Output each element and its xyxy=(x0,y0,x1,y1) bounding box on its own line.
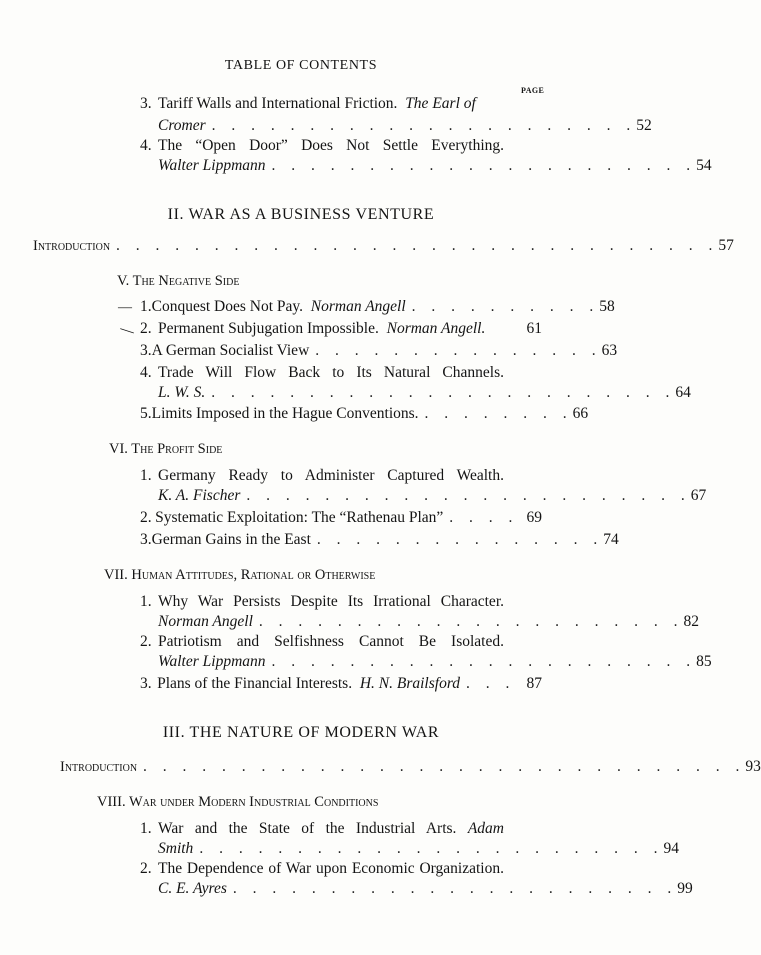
toc-entry[interactable]: 1. War and the State of the Industrial Arts. Adam xyxy=(140,820,504,837)
leader-dots: . . . . . . . . . . . . . . . . . . . . . . . . xyxy=(211,384,676,401)
toc-entry[interactable]: 3. German Gains in the East . . . . . . . . . . . . . . . 74 xyxy=(140,531,619,548)
toc-entry[interactable]: 1. Germany Ready to Administer Captured Wealth. xyxy=(140,467,504,484)
part-heading: III. THE NATURE OF MODERN WAR xyxy=(162,724,440,741)
leader-dots: . . . . . . . . . . . . . . . . . . . . . . . . xyxy=(199,840,664,857)
page-number: 54 xyxy=(696,157,712,174)
pencil-mark: — xyxy=(118,300,132,315)
toc-entry-cont[interactable]: Smith . . . . . . . . . . . . . . . . . . . . . . . . 94 xyxy=(158,840,679,857)
toc-entry-cont[interactable]: Walter Lippmann . . . . . . . . . . . . . . . . . . . . . . 85 xyxy=(158,653,712,670)
page-number: 52 xyxy=(636,117,652,134)
page-number: 94 xyxy=(663,840,679,857)
leader-dots: . . . . . . . . . . . . . . . . . . . . . . . xyxy=(232,880,678,897)
page-number: 74 xyxy=(603,531,619,548)
page-title: TABLE OF CONTENTS xyxy=(224,58,378,73)
toc-introduction[interactable]: Introduction . . . . . . . . . . . . . . . . . . . . . . . . . . . . . . . 57 xyxy=(33,237,734,254)
toc-entry-cont[interactable]: L. W. S. . . . . . . . . . . . . . . . . . . . . . . . . 64 xyxy=(158,384,691,401)
page-number: 64 xyxy=(675,384,691,401)
leader-dots: . . . . . . . . . . . . . . . . . . . . . . xyxy=(258,613,684,630)
chapter-heading: VII. Human Attitudes, Rational or Otherwise xyxy=(104,567,376,583)
toc-entry-cont[interactable]: K. A. Fischer . . . . . . . . . . . . . . . . . . . . . . . 67 xyxy=(158,487,707,504)
page-number: 93 xyxy=(745,758,761,775)
toc-entry[interactable]: 3. Plans of the Financial Interests. H. N. Brailsford . . . 87 xyxy=(140,675,542,692)
leader-dots: . . . . xyxy=(449,509,519,526)
toc-entry[interactable]: 2. Permanent Subjugation Impossible. Norman Angell. 61 xyxy=(140,320,542,337)
toc-entry-cont[interactable]: Norman Angell . . . . . . . . . . . . . . . . . . . . . . 82 xyxy=(158,613,699,630)
leader-dots: . . . . . . . . . . . . . . . . . . . . . . . . . . . . . . . xyxy=(143,758,746,775)
part-heading: II. WAR AS A BUSINESS VENTURE xyxy=(167,206,435,223)
toc-entry[interactable]: 2. Patriotism and Selfishness Cannot Be Isolated. xyxy=(140,633,504,650)
toc-entry[interactable]: 4. Trade Will Flow Back to Its Natural Channels. xyxy=(140,364,504,381)
toc-entry[interactable]: 2. The Dependence of War upon Economic Organization. xyxy=(140,860,504,877)
chapter-heading: VI. The Profit Side xyxy=(109,441,223,457)
toc-entry[interactable]: 5. Limits Imposed in the Hague Conventions. . . . . . . . . 66 xyxy=(140,405,589,422)
page-column-label: PAGE xyxy=(521,86,545,95)
page-number: 99 xyxy=(677,880,693,897)
leader-dots: . . . xyxy=(466,675,516,692)
leader-dots: . . . . . . . . . . . . . . . xyxy=(316,531,604,548)
leader-dots: . . . . . . . . . . . . . . . . . . . . . . . xyxy=(246,487,691,504)
toc-entry-cont[interactable]: Cromer . . . . . . . . . . . . . . . . . . . . . . 52 xyxy=(158,117,652,134)
pencil-mark: — xyxy=(118,321,137,340)
leader-dots: . . . . . . . . . . xyxy=(411,298,600,315)
leader-dots: . . . . . . . . . . . . . . . . . . . . . . . . . . . . . . . xyxy=(116,237,719,254)
toc-entry[interactable]: 1. Conquest Does Not Pay. Norman Angell . . . . . . . . . . 58 xyxy=(140,298,615,315)
chapter-heading: VIII. War under Modern Industrial Conditions xyxy=(97,794,379,810)
page-number: 82 xyxy=(683,613,699,630)
toc-introduction[interactable]: Introduction . . . . . . . . . . . . . . . . . . . . . . . . . . . . . . . 93 xyxy=(60,758,761,775)
leader-dots: . . . . . . . . . . . . . . . xyxy=(315,342,602,359)
leader-dots: . . . . . . . . . . . . . . . . . . . . . . xyxy=(271,157,697,174)
page-number: 85 xyxy=(696,653,712,670)
page-number: 66 xyxy=(572,405,589,422)
page-number: 69 xyxy=(526,509,542,526)
leader-dots: . . . . . . . . . . . . . . . . . . . . . . xyxy=(271,653,697,670)
page-number: 57 xyxy=(718,237,734,254)
toc-entry-cont[interactable]: C. E. Ayres . . . . . . . . . . . . . . . . . . . . . . . 99 xyxy=(158,880,693,897)
toc-entry[interactable]: 4. The “Open Door” Does Not Settle Everything. xyxy=(140,137,504,154)
toc-entry-cont[interactable]: Walter Lippmann . . . . . . . . . . . . . . . . . . . . . . 54 xyxy=(158,157,712,174)
page-number: 58 xyxy=(599,298,615,315)
toc-entry[interactable]: 3. A German Socialist View . . . . . . . . . . . . . . . 63 xyxy=(140,342,618,359)
page-number: 61 xyxy=(526,320,542,337)
page-number: 87 xyxy=(526,675,542,692)
page-number: 67 xyxy=(690,487,707,504)
leader-dots: . . . . . . . . xyxy=(424,405,573,422)
leader-dots: . . . . . . . . . . . . . . . . . . . . . . xyxy=(211,117,637,134)
page-number: 63 xyxy=(601,342,618,359)
chapter-heading: V. The Negative Side xyxy=(117,273,240,289)
toc-entry[interactable]: 2. Systematic Exploitation: The “Rathenau Plan” . . . . 69 xyxy=(140,509,542,526)
toc-entry[interactable]: 1. Why War Persists Despite Its Irrational Character. xyxy=(140,593,504,610)
toc-entry[interactable]: 3. Tariff Walls and International Friction. The Earl of xyxy=(140,95,476,112)
